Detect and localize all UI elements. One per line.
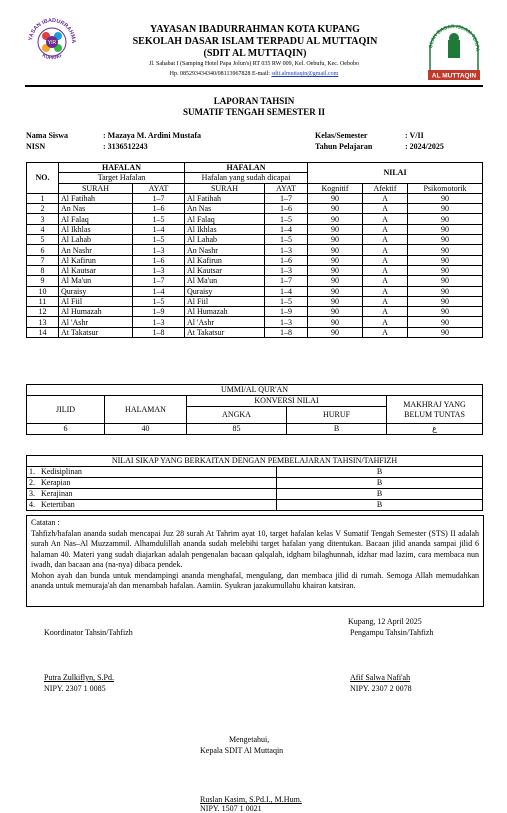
huruf-value: B: [287, 424, 387, 435]
surah-header: SURAH: [185, 183, 265, 193]
coordinator-title: Koordinator Tahsin/Tahfizh: [44, 628, 133, 637]
psikomotorik-value: 90: [408, 296, 483, 306]
hafalan-table: [26, 162, 483, 338]
achieved-ayat: 1–5: [265, 214, 308, 224]
svg-text:KUPANG: KUPANG: [40, 52, 64, 62]
achieved-ayat: 1–3: [265, 245, 308, 255]
ummi-table: [26, 384, 483, 435]
table-row: [27, 204, 483, 214]
achieved-surah: Al Kafirun: [185, 255, 265, 265]
sikap-title: NILAI SIKAP YANG BERKAITAN DENGAN PEMBELAJARAN TAHSIN/TAHFIZH: [27, 456, 483, 467]
target-surah: Al Ma'un: [59, 276, 133, 286]
ummi-title: UMMI/AL QUR'AN: [27, 385, 483, 396]
row-no: 9: [27, 276, 59, 286]
afektif-value: A: [363, 296, 408, 306]
year-label: Tahun Pelajaran: [315, 142, 373, 151]
achieved-ayat: 1–3: [265, 317, 308, 327]
row-no: 8: [27, 265, 59, 275]
attitude-value: B: [277, 500, 483, 511]
afektif-value: A: [363, 255, 408, 265]
hafalan-header: HAFALAN: [59, 163, 185, 173]
nisn-value: : 3136512243: [103, 142, 148, 151]
kognitif-value: 90: [308, 307, 363, 317]
attitude-value: B: [277, 489, 483, 500]
kognitif-value: 90: [308, 327, 363, 337]
psikomotorik-value: 90: [408, 204, 483, 214]
afektif-value: A: [363, 327, 408, 337]
table-row: [27, 467, 483, 478]
teacher-nip: NIPY. 2307 2 0078: [350, 684, 412, 693]
afektif-value: A: [363, 307, 408, 317]
angka-header: ANGKA: [187, 407, 287, 424]
psikomotorik-value: 90: [408, 214, 483, 224]
teacher-title: Pengampu Tahsin/Tahfizh: [350, 628, 434, 637]
target-surah: Al Humazah: [59, 307, 133, 317]
acknowledged-label: Mengetahui,: [229, 735, 270, 744]
jilid-header: JILID: [27, 396, 105, 424]
psikomotorik-value: 90: [408, 235, 483, 245]
achieved-ayat: 1–8: [265, 327, 308, 337]
achieved-surah: Al 'Ashr: [185, 317, 265, 327]
table-row: [27, 255, 483, 265]
target-ayat: 1–3: [133, 317, 185, 327]
afektif-value: A: [363, 317, 408, 327]
achieved-surah: Quraisy: [185, 286, 265, 296]
psikomotorik-value: 90: [408, 286, 483, 296]
kognitif-value: 90: [308, 296, 363, 306]
afektif-value: A: [363, 235, 408, 245]
school-logo: [424, 14, 484, 86]
psikomotorik-value: 90: [408, 193, 483, 203]
psikomotorik-value: 90: [408, 317, 483, 327]
table-row: [27, 286, 483, 296]
target-ayat: 1–6: [133, 255, 185, 265]
kognitif-value: 90: [308, 286, 363, 296]
table-row: [27, 193, 483, 203]
jilid-value: 6: [27, 424, 105, 435]
konversi-header: KONVERSI NILAI: [187, 396, 387, 407]
target-surah: Al Lahab: [59, 235, 133, 245]
kognitif-value: 90: [308, 276, 363, 286]
yayasan-logo: [24, 14, 80, 70]
target-ayat: 1–3: [133, 245, 185, 255]
svg-text:YAYASAN IBADURRAHMAN: YASAN IBADURRAHMA: [28, 17, 77, 44]
psikomotorik-value: 90: [408, 327, 483, 337]
afektif-value: A: [363, 193, 408, 203]
afektif-value: A: [363, 245, 408, 255]
row-no: 1: [27, 193, 59, 203]
table-row: [27, 245, 483, 255]
notes-paragraph-2: Mohon ayah dan bunda untuk mendampingi ananda menghafal, mengulang, dan membaca jilid di rumah. Semoga Allah memudahkan ananda untuk memuraja'ah dan menambah hafalan. Aamiin. Syukran jazakumullahu khairan katsiran.: [31, 570, 479, 590]
target-ayat: 1–3: [133, 265, 185, 275]
achieved-header: Hafalan yang sudah dicapai: [185, 173, 308, 183]
makhraj-header: MAKHRAJ YANG BELUM TUNTAS: [387, 396, 483, 424]
school-name: SEKOLAH DASAR ISLAM TERPADU AL MUTTAQIN: [132, 36, 378, 47]
row-no: 3: [27, 214, 59, 224]
class-value: : V/II: [405, 131, 424, 140]
principal-nip: NIPY. 1507 1 0021: [200, 804, 262, 813]
achieved-surah: Al Fiil: [185, 296, 265, 306]
afektif-value: A: [363, 276, 408, 286]
achieved-surah: Al Falaq: [185, 214, 265, 224]
target-ayat: 1–9: [133, 307, 185, 317]
ayat-header: AYAT: [133, 183, 185, 193]
table-row: [27, 214, 483, 224]
target-surah: At Takatsur: [59, 327, 133, 337]
target-ayat: 1–8: [133, 327, 185, 337]
achieved-surah: Al Fatihah: [185, 193, 265, 203]
principal-title: Kepala SDIT Al Muttaqin: [200, 746, 284, 755]
psikomotorik-value: 90: [408, 224, 483, 234]
target-surah: Al Kautsar: [59, 265, 133, 275]
name-label: Nama Siswa: [26, 131, 69, 140]
row-no: 13: [27, 317, 59, 327]
achieved-ayat: 1–6: [265, 204, 308, 214]
attitude-value: B: [277, 478, 483, 489]
table-row: [27, 317, 483, 327]
surah-header: SURAH: [59, 183, 133, 193]
achieved-surah: Al Ma'un: [185, 276, 265, 286]
target-ayat: 1–5: [133, 296, 185, 306]
psikomotorik-value: 90: [408, 307, 483, 317]
achieved-ayat: 1–6: [265, 255, 308, 265]
row-no: 10: [27, 286, 59, 296]
kognitif-value: 90: [308, 193, 363, 203]
table-row: [27, 235, 483, 245]
target-surah: Al Fatihah: [59, 193, 133, 203]
hafalan-header: HAFALAN: [185, 163, 308, 173]
kognitif-value: 90: [308, 245, 363, 255]
ayat-header: AYAT: [265, 183, 308, 193]
achieved-ayat: 1–9: [265, 307, 308, 317]
svg-text:SEKOLAH DASAR ISLAM TERPADU: OLAH DASAR ISLAM TERPA: [428, 23, 481, 52]
achieved-surah: An Nashr: [185, 245, 265, 255]
table-row: [27, 265, 483, 275]
attitude-label: 3. Kerajinan: [27, 489, 277, 500]
nisn-label: NISN: [26, 142, 46, 151]
row-no: 14: [27, 327, 59, 337]
kognitif-value: 90: [308, 204, 363, 214]
sign-date: Kupang, 12 April 2025: [348, 617, 422, 626]
kognitif-value: 90: [308, 317, 363, 327]
achieved-ayat: 1–5: [265, 235, 308, 245]
target-header: Target Hafalan: [59, 173, 185, 183]
phone-text: Hp. 085293434340/08113967828 E-mail:: [169, 71, 272, 77]
psikomotorik-value: 90: [408, 265, 483, 275]
target-surah: Al Kafirun: [59, 255, 133, 265]
target-ayat: 1–4: [133, 224, 185, 234]
target-surah: Al Falaq: [59, 214, 133, 224]
achieved-ayat: 1–7: [265, 193, 308, 203]
table-row: [27, 327, 483, 337]
target-ayat: 1–4: [133, 286, 185, 296]
target-ayat: 1–7: [133, 193, 185, 203]
kognitif-value: 90: [308, 255, 363, 265]
kognitif-value: 90: [308, 265, 363, 275]
kognitif-value: 90: [308, 214, 363, 224]
achieved-surah: An Nas: [185, 204, 265, 214]
coordinator-nip: NIPY. 2307 1 0085: [44, 684, 106, 693]
header-rule: [25, 85, 483, 87]
afektif-value: A: [363, 214, 408, 224]
notes-label: Catatan :: [31, 518, 60, 527]
achieved-ayat: 1–4: [265, 224, 308, 234]
report-title: LAPORAN TAHSIN: [213, 96, 295, 106]
principal-name: Ruslan Kasim, S.Pd.I., M.Hum.: [200, 795, 302, 804]
attitude-label: 4. Ketertiban: [27, 500, 277, 511]
attitude-label: 2. Kerapian: [27, 478, 277, 489]
notes-paragraph-1: Tahfizh/hafalan ananda sudah mencapai Juz 28 surah At Tahrim ayat 10, target hafalan kelas V Sumatif Tengah Semester (STS) II adalah surah An Nas–Al Muzzammil. Alhamdulillah ananda sudah melebihi target hafalan yang ditentukan. Bacaan jilid ananda sampai jilid 6 halaman 40. Materi yang sudah diajarkan adalah pengenalan bacaan qalqalah, idgham bilaghunnah, idzhar mad lazim, cara membaca nun iwadh, dan bacaan ana (na-nya) dibaca pendek.: [31, 528, 479, 569]
row-no: 5: [27, 235, 59, 245]
afektif-header: Afektif: [363, 183, 408, 193]
row-no: 6: [27, 245, 59, 255]
afektif-value: A: [363, 204, 408, 214]
target-surah: An Nas: [59, 204, 133, 214]
psikomotorik-value: 90: [408, 255, 483, 265]
target-ayat: 1–5: [133, 235, 185, 245]
psikomotorik-header: Psikomotorik: [408, 183, 483, 193]
afektif-value: A: [363, 286, 408, 296]
table-row: [27, 500, 483, 511]
row-no: 11: [27, 296, 59, 306]
target-surah: An Nashr: [59, 245, 133, 255]
target-ayat: 1–7: [133, 276, 185, 286]
achieved-ayat: 1–3: [265, 265, 308, 275]
target-ayat: 1–5: [133, 214, 185, 224]
svg-text:AL MUTTAQIN: AL MUTTAQIN: [431, 72, 477, 80]
angka-value: 85: [187, 424, 287, 435]
achieved-ayat: 1–4: [265, 286, 308, 296]
achieved-surah: Al Ikhlas: [185, 224, 265, 234]
halaman-header: HALAMAN: [105, 396, 187, 424]
achieved-surah: Al Lahab: [185, 235, 265, 245]
target-surah: Al Fiil: [59, 296, 133, 306]
notes-box: [26, 515, 484, 607]
target-ayat: 1–6: [133, 204, 185, 214]
achieved-surah: Al Humazah: [185, 307, 265, 317]
target-surah: Quraisy: [59, 286, 133, 296]
nilai-header: NILAI: [308, 163, 483, 184]
foundation-name: YAYASAN IBADURRAHMAN KOTA KUPANG: [150, 24, 360, 35]
target-surah: Al Ikhlas: [59, 224, 133, 234]
achieved-ayat: 1–5: [265, 296, 308, 306]
achieved-surah: At Takatsur: [185, 327, 265, 337]
kognitif-value: 90: [308, 224, 363, 234]
achieved-surah: Al Kautsar: [185, 265, 265, 275]
table-row: [27, 478, 483, 489]
row-no: 2: [27, 204, 59, 214]
sikap-table: [26, 455, 483, 511]
email-link[interactable]: sdit.almuttaqin@gmail.com: [271, 71, 339, 77]
svg-text:YIR: YIR: [47, 40, 57, 46]
attitude-label: 1. Kedisiplinan: [27, 467, 277, 478]
kognitif-header: Kognitif: [308, 183, 363, 193]
kognitif-value: 90: [308, 235, 363, 245]
makhraj-value: ع: [387, 424, 483, 435]
huruf-header: HURUF: [287, 407, 387, 424]
row-no: 4: [27, 224, 59, 234]
no-header: NO.: [27, 163, 59, 194]
afektif-value: A: [363, 265, 408, 275]
year-value: : 2024/2025: [405, 142, 444, 151]
halaman-value: 40: [105, 424, 187, 435]
row-no: 12: [27, 307, 59, 317]
table-row: [27, 296, 483, 306]
attitude-value: B: [277, 467, 483, 478]
school-abbrev: (SDIT AL MUTTAQIN): [203, 48, 307, 59]
report-subtitle: SUMATIF TENGAH SEMESTER II: [182, 107, 326, 117]
psikomotorik-value: 90: [408, 245, 483, 255]
coordinator-name: Putra Zulkiflyn, S.Pd.: [44, 673, 115, 682]
achieved-ayat: 1–7: [265, 276, 308, 286]
afektif-value: A: [363, 224, 408, 234]
table-row: [27, 224, 483, 234]
table-row: [27, 276, 483, 286]
row-no: 7: [27, 255, 59, 265]
table-row: [27, 489, 483, 500]
school-address: Jl. Sahabat I (Samping Hotel Papa Jolun's) RT 035 RW 009, Kel. Oebufu, Kec. Oebobo: [149, 61, 359, 67]
school-contact: [78, 71, 430, 77]
psikomotorik-value: 90: [408, 276, 483, 286]
class-label: Kelas/Semester: [315, 131, 368, 140]
name-value: : Mazaya M. Ardini Mustafa: [103, 131, 201, 140]
teacher-name: Afif Salwa Nafi'ah: [350, 673, 411, 682]
target-surah: Al 'Ashr: [59, 317, 133, 327]
table-row: [27, 307, 483, 317]
